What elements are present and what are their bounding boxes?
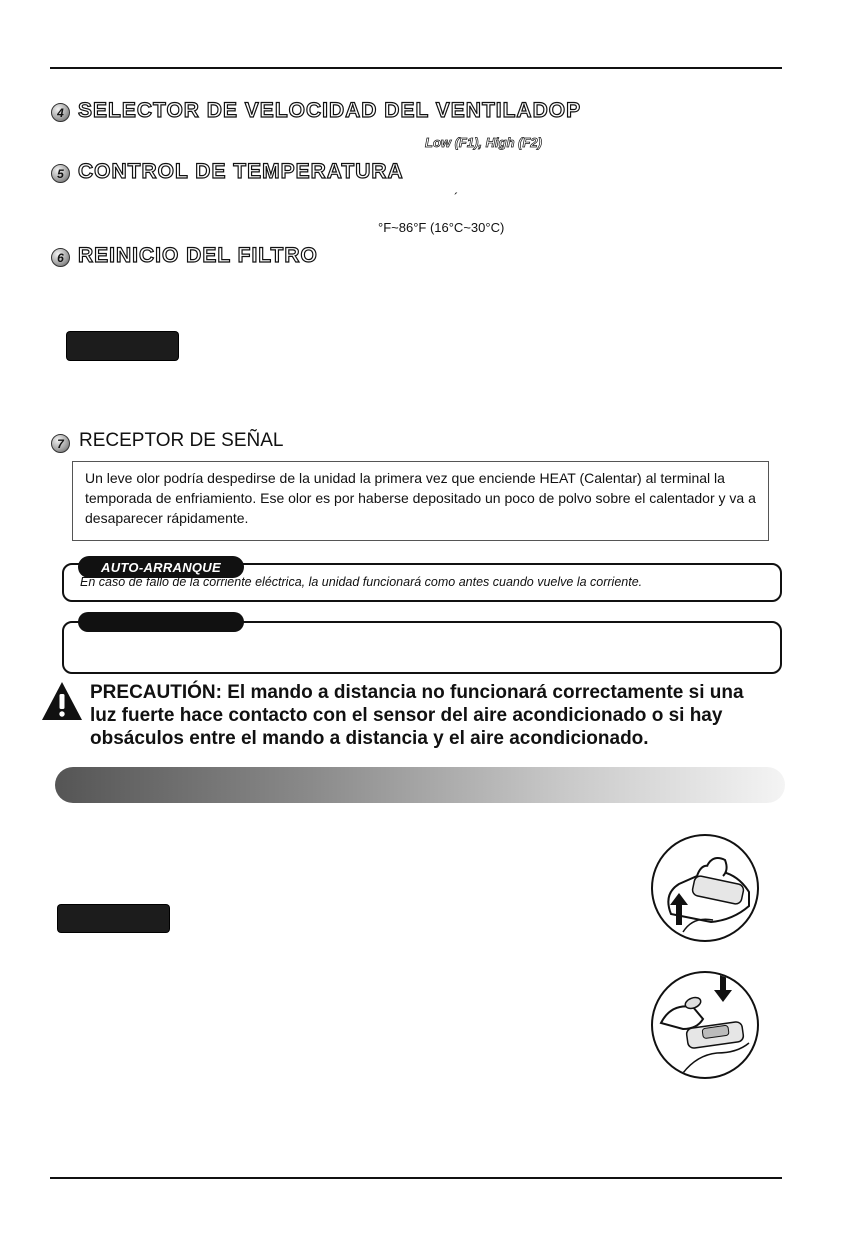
section-title-fan-speed: SELECTOR DE VELOCIDAD DEL VENTILADOP — [78, 99, 582, 122]
bottom-rule — [50, 1177, 782, 1179]
arrow-up-icon — [669, 892, 689, 926]
section-header-bar — [55, 767, 785, 803]
label-bar-1 — [67, 332, 178, 360]
battery-cover-illustration — [651, 834, 759, 942]
caution-text: PRECAUTIÓN: El mando a distancia no funcionará correctamente si una luz fuerte hace contacto con el sensor del aire acondicionado o si hay obsáculos entre el mando a distancia y el aire acondicionado. — [90, 682, 744, 749]
odor-note-box — [72, 461, 769, 541]
top-rule — [50, 67, 782, 69]
section-number-4: 4 — [51, 103, 70, 122]
section-title-temperature: CONTROL DE TEMPERATURA — [78, 160, 404, 183]
section-number-7: 7 — [51, 434, 70, 453]
label-bar-2 — [58, 905, 169, 932]
fan-speed-values: Low (F1), High (F2) — [425, 135, 542, 150]
odor-note-text: Un leve olor podría despedirse de la unidad la primera vez que enciende HEAT (Calentar) al terminal la temporada de enfriamiento. Ese olor es por haberse depositado un poco de polvo sobre el calentador y va a desaparecer rápidamente. — [85, 470, 756, 526]
temperature-range: °F~86°F (16°C~30°C) — [378, 220, 505, 235]
auto-restart-label: AUTO-ARRANQUE — [78, 556, 244, 578]
section-number-5: 5 — [51, 164, 70, 183]
section-number-6: 6 — [51, 248, 70, 267]
section-title-signal-receiver: RECEPTOR DE SEÑAL — [79, 430, 284, 451]
battery-insert-illustration — [651, 971, 759, 1079]
arrow-down-icon — [713, 971, 733, 1003]
blank-note-label — [78, 612, 244, 632]
auto-restart-text: En caso de fallo de la corriente eléctrica, la unidad funcionará como antes cuando vuelve la corriente. — [80, 575, 643, 589]
warning-triangle-icon — [40, 680, 84, 722]
section-title-filter-reset: REINICIO DEL FILTRO — [78, 244, 318, 267]
accent-mark: ´ — [454, 190, 459, 205]
